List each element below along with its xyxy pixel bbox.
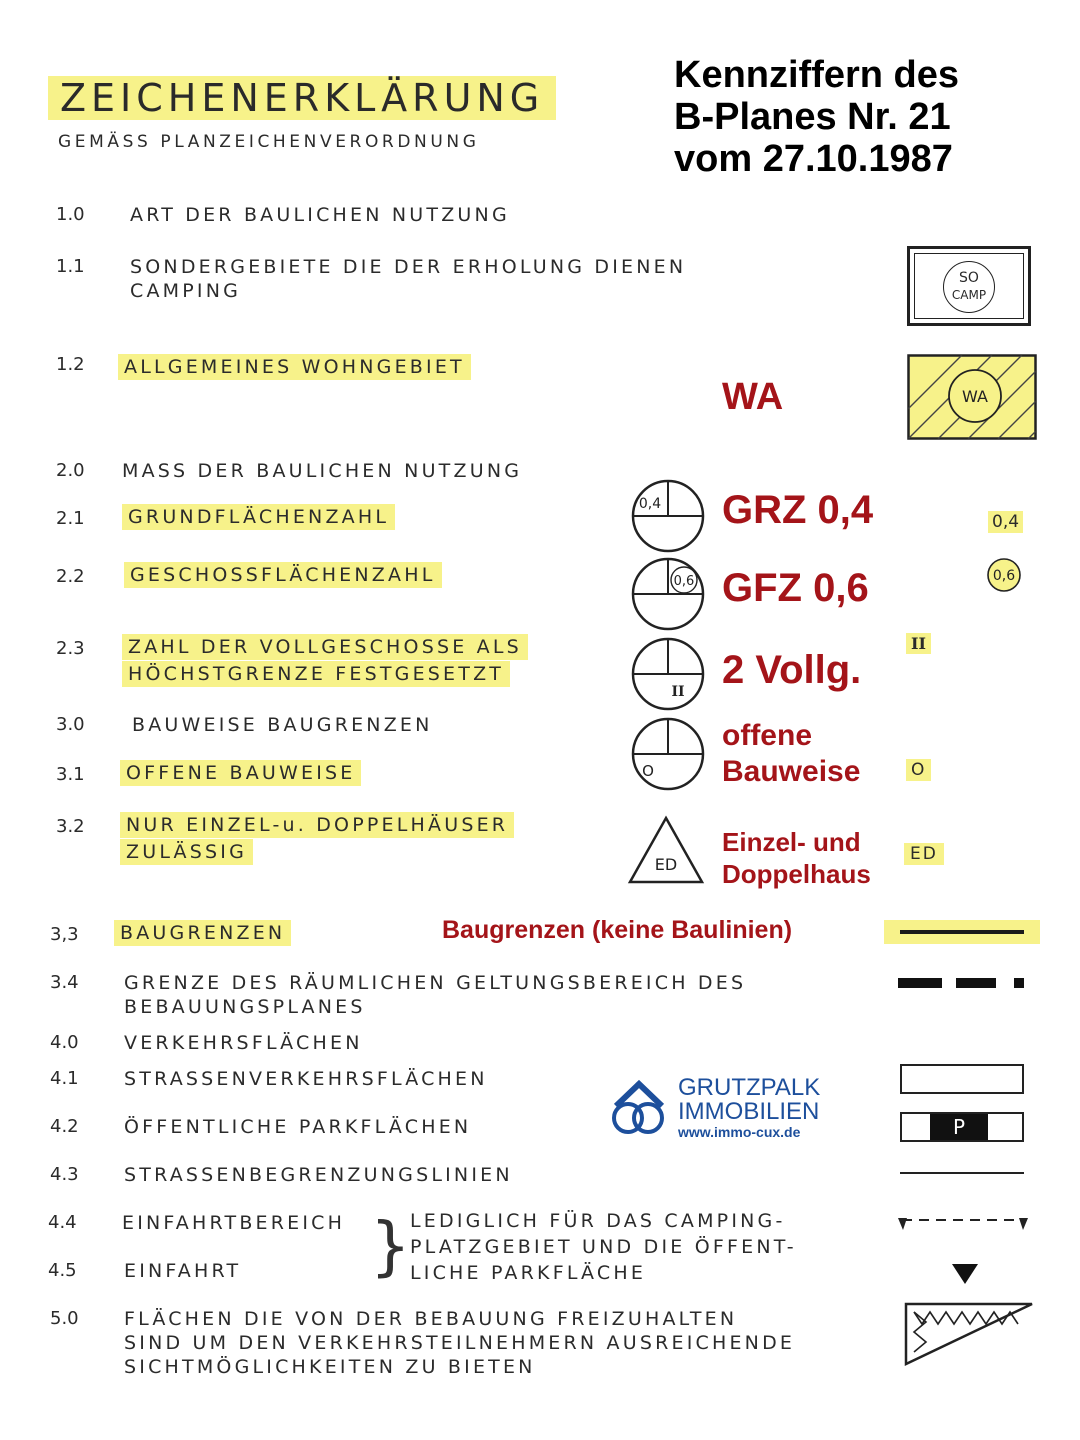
bauweise-circle-symbol	[630, 716, 706, 792]
item-number: 4.4	[48, 1212, 77, 1233]
grz-right-label	[988, 512, 1023, 532]
gfz-right-value: 0,6	[992, 568, 1016, 584]
wa-symbol-label: WA	[962, 387, 988, 406]
item-text: CAMPING	[130, 280, 242, 302]
baugrenzen-kennziffer: Baugrenzen (keine Baulinien)	[442, 916, 793, 944]
item-number: 2.3	[56, 638, 85, 659]
strassenbegrenzung-line-symbol	[900, 1172, 1024, 1174]
verkehrsflaeche-symbol	[900, 1064, 1024, 1094]
legend-subtitle: GEMÄSS PLANZEICHENVERORDNUNG	[58, 132, 480, 152]
ed-kennziffer	[722, 826, 871, 890]
sichtdreieck-symbol	[904, 1302, 1034, 1366]
item-number: 3,3	[50, 924, 79, 945]
item-text: ÖFFENTLICHE PARKFLÄCHEN	[124, 1116, 472, 1138]
item-text: GRENZE DES RÄUMLICHEN GELTUNGSBEREICH DES	[124, 972, 747, 994]
parkflaeche-symbol	[900, 1112, 1024, 1142]
item-text: STRASSENBEGRENZUNGSLINIEN	[124, 1164, 513, 1186]
item-text: SIND UM DEN VERKEHRSTEILNEHMERN AUSREICHENDE	[124, 1332, 796, 1354]
bauweise-right-value: O	[906, 759, 931, 781]
gfz-kennziffer: GFZ 0,6	[722, 566, 869, 610]
item-number: 1.2	[56, 354, 85, 375]
bauweise-kennziffer	[722, 718, 860, 790]
grz-circle-symbol	[630, 478, 706, 554]
item-text	[124, 564, 442, 586]
item-text: BAUWEISE BAUGRENZEN	[132, 714, 433, 736]
item-text-highlight: GRUNDFLÄCHENZAHL	[122, 504, 395, 530]
kennziffern-line-3: vom 27.10.1987	[674, 138, 953, 180]
item-text: FLÄCHEN DIE VON DER BEBAUUNG FREIZUHALTEN	[124, 1308, 738, 1330]
logo-url: www.immo-cux.de	[678, 1124, 801, 1140]
item-text	[120, 814, 514, 836]
item-number: 3.4	[50, 972, 79, 993]
item-text-highlight: HÖCHSTGRENZE FESTGESETZT	[122, 661, 510, 687]
item-text: STRASSENVERKEHRSFLÄCHEN	[124, 1068, 488, 1090]
item-number: 4.5	[48, 1260, 77, 1281]
logo-mark	[606, 1076, 672, 1140]
item-text	[122, 663, 510, 685]
item-text-highlight: NUR EINZEL-u. DOPPELHÄUSER	[120, 812, 514, 838]
item-number: 3.2	[56, 816, 85, 837]
bauweise-line-1: offene	[722, 719, 812, 752]
item-text: MASS DER BAULICHEN NUTZUNG	[122, 460, 523, 482]
gfz-circle-label: 0,6	[673, 574, 695, 589]
item-number: 4.2	[50, 1116, 79, 1137]
parkflaeche-label: P	[930, 1114, 988, 1140]
item-text: SONDERGEBIETE DIE DER ERHOLUNG DIENEN	[130, 256, 687, 278]
item-text	[118, 356, 471, 378]
baugrenze-line-symbol	[884, 920, 1040, 944]
item-number: 2.2	[56, 566, 85, 587]
legend-title-text: ZEICHENERKLÄRUNG	[48, 76, 556, 120]
item-number: 4.3	[50, 1164, 79, 1185]
note-line-1: LEDIGLICH FÜR DAS CAMPING-	[410, 1210, 786, 1232]
vollgeschosse-right-label	[906, 634, 931, 653]
kennziffern-heading	[674, 54, 959, 180]
item-number: 2.0	[56, 460, 85, 481]
ed-triangle-symbol	[626, 814, 706, 886]
grz-circle-label: 0,4	[638, 496, 662, 512]
logo-line-2: IMMOBILIEN	[678, 1098, 820, 1125]
grz-right-value: 0,4	[988, 511, 1023, 533]
brace: }	[370, 1210, 411, 1284]
bauweise-right-label	[906, 760, 931, 780]
kennziffern-line-2: B-Planes Nr. 21	[674, 96, 951, 138]
item-text-highlight: ZAHL DER VOLLGESCHOSSE ALS	[122, 634, 528, 660]
item-text: SICHTMÖGLICHKEITEN ZU BIETEN	[124, 1356, 536, 1378]
item-number: 2.1	[56, 508, 85, 529]
item-text	[120, 762, 361, 784]
geltungsbereich-line-symbol	[898, 978, 1028, 988]
ed-line-1: Einzel- und	[722, 827, 861, 857]
so-label: SO	[959, 270, 979, 286]
item-text	[122, 506, 395, 528]
item-number: 4.0	[50, 1032, 79, 1053]
vollgeschosse-circle-symbol	[630, 636, 706, 712]
vollgeschosse-kennziffer: 2 Vollg.	[722, 648, 862, 692]
logo-line-1: GRUTZPALK	[678, 1074, 821, 1101]
item-text	[120, 841, 253, 863]
bauweise-circle-label: O	[642, 762, 654, 780]
ed-triangle-label: ED	[654, 855, 678, 874]
legend-title	[48, 76, 556, 120]
wa-symbol	[907, 354, 1037, 440]
item-text-highlight: GESCHOSSFLÄCHENZAHL	[124, 562, 442, 588]
note-line-3: LICHE PARKFLÄCHE	[410, 1262, 647, 1284]
so-camp-symbol	[907, 246, 1031, 326]
ed-line-2: Doppelhaus	[722, 859, 871, 889]
item-text: BEBAUUNGSPLANES	[124, 996, 366, 1018]
item-text-highlight: OFFENE BAUWEISE	[120, 760, 361, 786]
grz-kennziffer: GRZ 0,4	[722, 488, 874, 532]
vollgeschosse-right-value: II	[906, 633, 931, 654]
kennziffern-line-1: Kennziffern des	[674, 54, 960, 96]
ed-right-label	[904, 844, 944, 864]
item-text: EINFAHRTBEREICH	[122, 1212, 346, 1234]
einfahrtbereich-symbol	[898, 1216, 1028, 1236]
item-text-highlight: ZULÄSSIG	[120, 839, 253, 865]
item-number: 1.1	[56, 256, 85, 277]
item-number: 3.0	[56, 714, 85, 735]
vollgeschosse-circle-label: II	[671, 684, 685, 700]
gfz-circle-symbol	[630, 556, 706, 632]
ed-right-value: ED	[904, 843, 944, 865]
bauweise-line-2: Bauweise	[722, 755, 861, 788]
item-text: EINFAHRT	[124, 1260, 242, 1282]
item-number: 3.1	[56, 764, 85, 785]
item-text: ART DER BAULICHEN NUTZUNG	[130, 204, 510, 226]
einfahrt-arrow-symbol	[950, 1262, 980, 1286]
camp-label: CAMP	[951, 288, 987, 302]
logo-text	[678, 1076, 820, 1140]
item-text-highlight: ALLGEMEINES WOHNGEBIET	[118, 354, 471, 380]
item-text	[114, 922, 291, 944]
wa-kennziffer: WA	[722, 376, 784, 418]
gfz-right-symbol	[985, 556, 1023, 594]
note-line-2: PLATZGEBIET UND DIE ÖFFENT-	[410, 1236, 797, 1258]
item-text: VERKEHRSFLÄCHEN	[124, 1032, 363, 1054]
item-number: 1.0	[56, 204, 85, 225]
item-number: 4.1	[50, 1068, 79, 1089]
note-text	[410, 1208, 797, 1286]
item-text-highlight: BAUGRENZEN	[114, 920, 291, 946]
item-text	[122, 636, 528, 658]
item-number: 5.0	[50, 1308, 79, 1329]
